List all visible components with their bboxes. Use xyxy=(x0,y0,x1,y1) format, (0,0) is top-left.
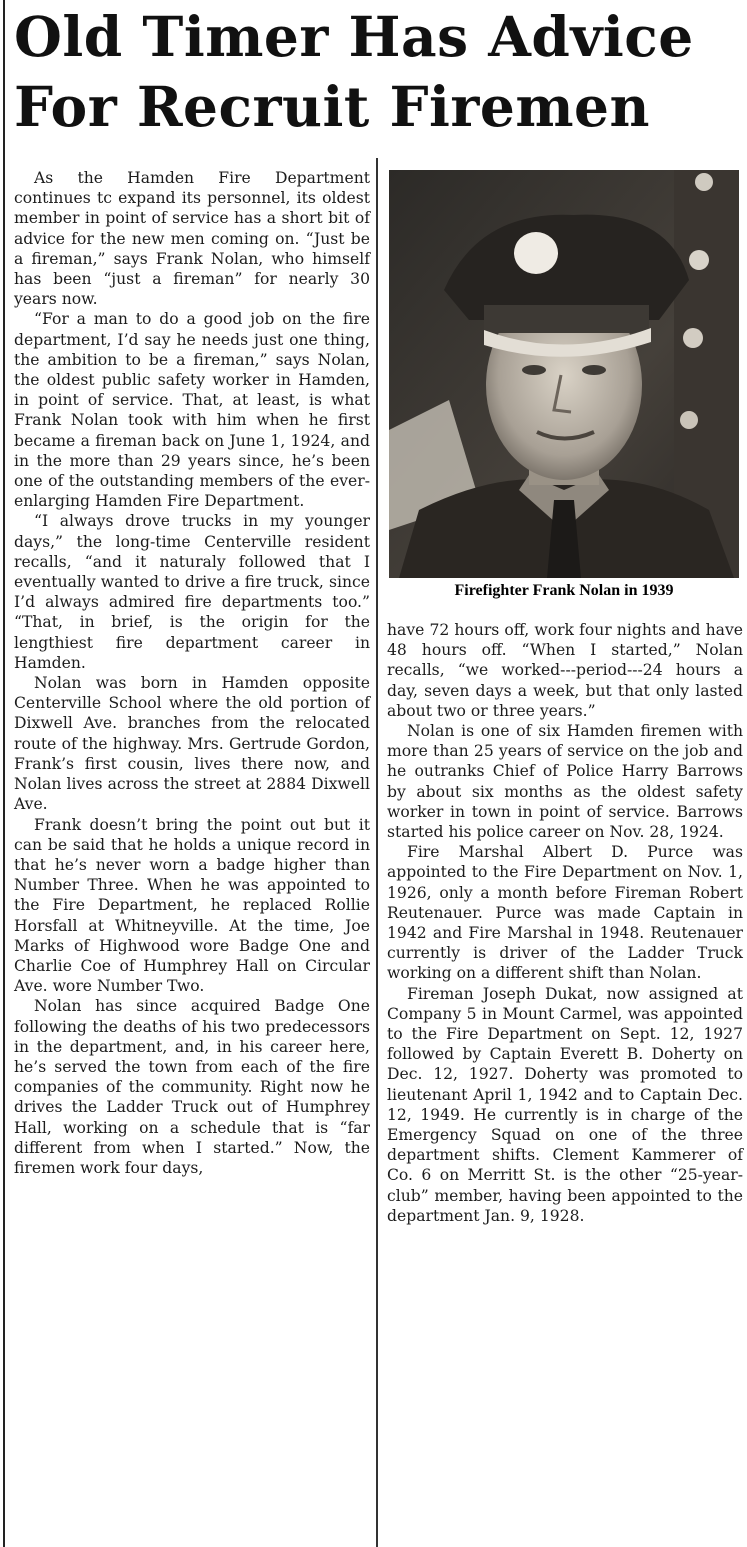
portrait-illustration xyxy=(389,170,739,578)
paragraph: Frank doesn’t bring the point out but it can be said that he holds a unique record in that he’s never worn a badge higher than Number Three. When he was appointed to the Fire Department, he replaced Rollie Horsfall at Whitneyville. At the time, Joe Marks of Highwood wore Badge One and Charlie Coe of Humphrey Hall on Circular Ave. wore Number Two. xyxy=(14,815,370,996)
photo-caption: Firefighter Frank Nolan in 1939 xyxy=(454,582,674,599)
article-left-column xyxy=(14,168,370,1178)
portrait-photo xyxy=(389,170,739,578)
headline-line-1: Old Timer Has Advice xyxy=(14,4,694,69)
article-right-column xyxy=(387,620,743,1226)
paragraph: Nolan is one of six Hamden firemen with more than 25 years of service on the job and he outranks Chief of Police Harry Barrows by about six months as the oldest safety worker in town in point of service. Barrows started his police career on Nov. 28, 1924. xyxy=(387,722,743,842)
paragraph: “I always drove trucks in my younger days,” the long-time Centerville resident recalls, “and it naturaly followed that I eventually wanted to drive a fire truck, since I’d always admired fire departments too.” “That, in brief, is the origin for the lengthiest fire department career in Hamden. xyxy=(14,512,370,672)
headline-line-2: For Recruit Firemen xyxy=(14,74,651,139)
paragraph: “For a man to do a good job on the fire department, I’d say he needs just one thing, the ambition to be a fireman,” says Nolan, the oldest public safety worker in Hamden, in point of service. That, at least, is what Frank Nolan took with him when he first became a fireman back on June 1, 1924, and in the more than 29 years since, he’s been one of the outstanding members of the ever-enlarging Hamden Fire Department. xyxy=(14,310,370,511)
headline xyxy=(14,2,744,142)
paragraph: Nolan was born in Hamden opposite Centerville School where the old portion of Dixwell Ave. branches from the relocated route of the highway. Mrs. Gertrude Gordon, Frank’s first cousin, lives there now, and Nolan lives across the street at 2884 Dixwell Ave. xyxy=(14,674,370,814)
paragraph: Fire Marshal Albert D. Purce was appointed to the Fire Department on Nov. 1, 1926, only a month before Fireman Robert Reutenauer. Purce was made Captain in 1942 and Fire Marshal in 1948. Reutenauer currently is driver of the Ladder Truck working on a different shift than Nolan. xyxy=(387,843,743,983)
paragraph: Fireman Joseph Dukat, now assigned at Company 5 in Mount Carmel, was appointed to the Fire Department on Sept. 12, 1927 followed by Captain Everett B. Doherty on Dec. 12, 1927. Doherty was promoted to lieutenant April 1, 1942 and to Captain Dec. 12, 1949. He currently is in charge of the Emergency Squad on one of the three department shifts. Clement Kammerer of Co. 6 on Merritt St. is the other “25-year-club” member, having been appointed to the department Jan. 9, 1928. xyxy=(387,984,743,1225)
paragraph: have 72 hours off, work four nights and have 48 hours off. “When I started,” Nolan recalls, “we worked---period---24 hours a day, seven days a week, but that only lasted about two or three years.” xyxy=(387,621,743,720)
left-border-rule xyxy=(3,0,5,1547)
column-divider xyxy=(376,158,378,1547)
paragraph: As the Hamden Fire Department continues tc expand its personnel, its oldest member in point of service has a short bit of advice for the new men coming on. “Just be a fireman,” says Frank Nolan, who himself has been “just a fireman” for nearly 30 years now. xyxy=(14,169,370,309)
paragraph: Nolan has since acquired Badge One following the deaths of his two predecessors in the department, and, in his career here, he’s served the town from each of the fire companies of the community. Right now he drives the Ladder Truck out of Humphrey Hall, working on a schedule that is “far different from when I started.” Now, the firemen work four days, xyxy=(14,997,370,1177)
